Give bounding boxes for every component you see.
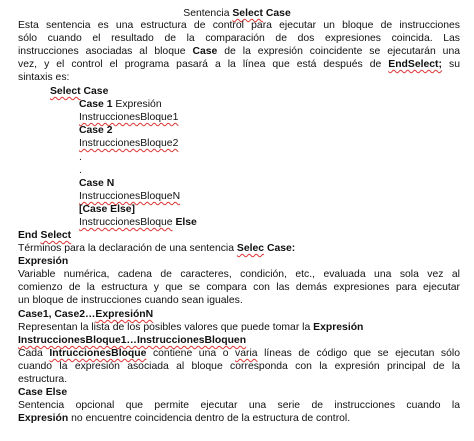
text-run: Case xyxy=(80,86,109,97)
text-line xyxy=(18,361,460,373)
text-run: Esta sentencia es una estructura de control para ejecutar un bloque de instrucciones xyxy=(18,20,460,31)
text-run: comienzo de la estructura y que se compara con las demás expresiones para ejecutar xyxy=(18,282,460,293)
text-run: Case xyxy=(192,46,218,57)
text-run: líneas de código que se ejecutan sólo xyxy=(257,348,460,359)
text-line xyxy=(79,152,82,164)
text-run: Representan la lista de los posibles valores que puede tomar la xyxy=(18,322,314,333)
text-line xyxy=(18,282,460,294)
text-line xyxy=(18,374,67,386)
text-run: InstruccionesBloque xyxy=(79,217,173,228)
text-run: [Case Else] xyxy=(79,204,136,215)
text-line xyxy=(79,99,162,111)
text-line xyxy=(18,256,68,268)
text-run: Sentencia xyxy=(183,8,233,19)
text-line xyxy=(18,348,460,360)
text-run: un bloque de instrucciones cuando sean iguales. xyxy=(18,295,243,306)
text-line xyxy=(18,243,295,255)
text-run: Case 1 xyxy=(79,99,113,110)
text-run: no encuentre coincidencia dentro de la estructura de control. xyxy=(68,413,351,424)
text-line xyxy=(79,191,180,203)
text-run: varia xyxy=(235,348,258,359)
text-line xyxy=(18,269,460,281)
text-line xyxy=(18,413,350,425)
text-line xyxy=(18,309,153,321)
text-line xyxy=(18,322,363,334)
text-run: InstruccionesBloque1 xyxy=(79,112,179,123)
text-run: . xyxy=(79,152,82,163)
text-run: Case N xyxy=(79,178,115,189)
text-line xyxy=(18,46,460,58)
text-run: InstruccionesBloque1…InstruccionesBloquen xyxy=(18,335,247,346)
text-line xyxy=(79,125,113,137)
text-run: Select xyxy=(40,230,72,241)
text-line xyxy=(79,112,178,124)
text-run: Expresión xyxy=(18,256,69,267)
text-run: Términos para la declaración de una sentencia xyxy=(18,243,237,254)
text-run: Case1, Case2… xyxy=(18,309,96,320)
text-run: Expresión xyxy=(112,99,162,110)
text-line xyxy=(18,230,71,242)
text-run: Case xyxy=(263,8,291,19)
text-run: Select xyxy=(50,86,81,97)
text-run: cuando la expresión asociada al bloque corresponda con la expresión principal de la xyxy=(18,361,460,372)
text-run: Else xyxy=(172,217,197,228)
text-line xyxy=(18,59,460,71)
text-line xyxy=(0,8,474,20)
text-run: Expresión xyxy=(313,322,364,333)
text-line xyxy=(50,86,108,98)
text-run: de la expresión coincidente se ejecutarán una xyxy=(217,46,461,57)
text-run: Sentencia opcional que permite ejecutar una serie de instrucciones cuando la xyxy=(18,400,460,411)
text-run: EndSelect; xyxy=(388,59,442,70)
text-run: InstruccionesBloqueN xyxy=(79,191,181,202)
text-line xyxy=(79,165,82,177)
text-line xyxy=(18,335,246,347)
text-line xyxy=(18,72,69,84)
text-run: IntruccionesBloque xyxy=(49,348,147,359)
text-line xyxy=(79,138,178,150)
text-run: InstruccionesBloque2 xyxy=(79,138,179,149)
text-run: Expresión xyxy=(18,413,69,424)
text-run: instrucciones asociadas al bloque xyxy=(18,46,193,57)
text-run: Case 2 xyxy=(79,125,113,136)
text-line xyxy=(18,295,243,307)
text-line xyxy=(18,387,67,399)
text-run: estructura. xyxy=(18,374,68,385)
text-run: Cada xyxy=(18,348,50,359)
text-run: contiene una o xyxy=(146,348,236,359)
text-run: sintaxis es: xyxy=(18,72,70,83)
text-run: Case Else xyxy=(18,387,68,398)
text-run: sólo cuando el resultado de la comparación de dos expresiones coincida. Las xyxy=(18,33,460,44)
text-run: Selec xyxy=(236,243,265,254)
text-line xyxy=(79,217,197,229)
text-run: Case: xyxy=(264,243,296,254)
text-line xyxy=(79,204,135,216)
text-line xyxy=(18,33,460,45)
text-run: ExpresiónN xyxy=(95,309,154,320)
text-run: . xyxy=(79,165,82,176)
text-line xyxy=(18,400,460,412)
text-line xyxy=(79,178,114,190)
text-run: Select xyxy=(232,8,263,19)
text-run: su xyxy=(441,59,460,70)
text-run: End xyxy=(18,230,41,241)
text-run: vez, y el control el programa pasará a la línea que está después de xyxy=(18,59,389,70)
text-line xyxy=(18,20,460,32)
text-run: Variable numérica, cadena de caracteres, condición, etc., evaluada una sola vez al xyxy=(18,269,460,280)
